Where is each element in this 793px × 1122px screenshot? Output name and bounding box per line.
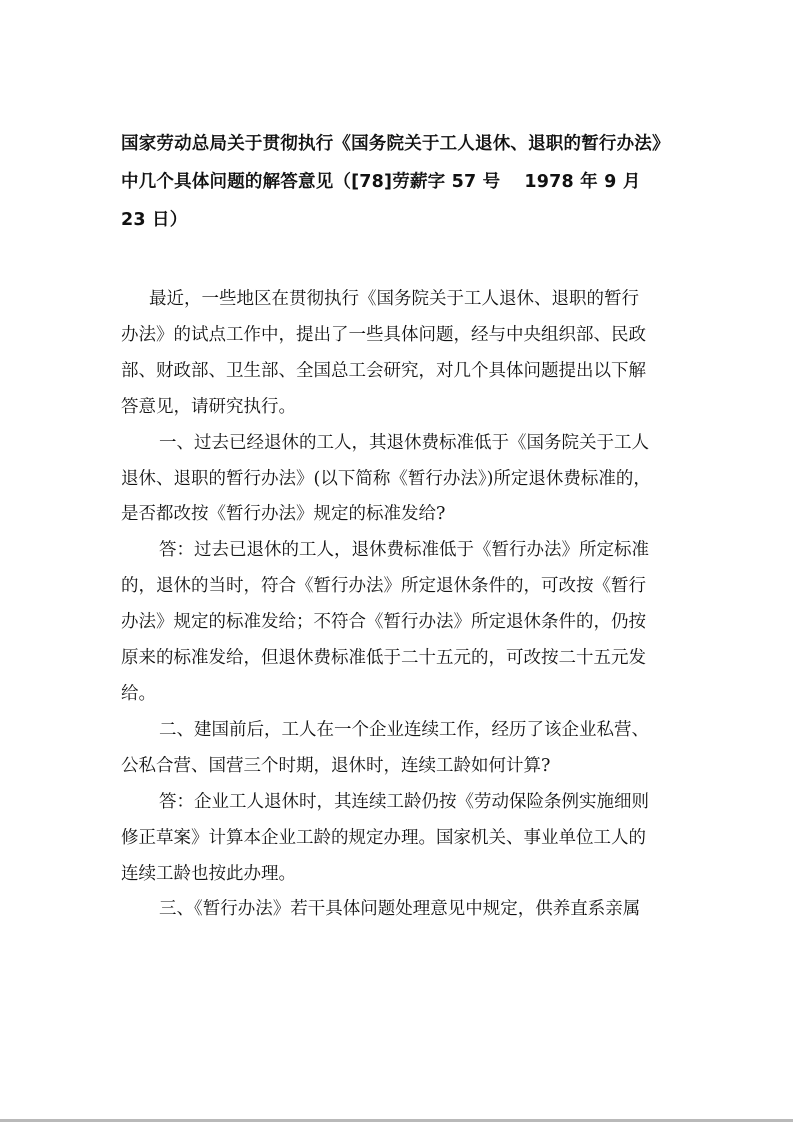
text-line: 最近，一些地区在贯彻执行《国务院关于工人退休、退职的暂行 bbox=[149, 289, 639, 309]
text-line: 修正草案》计算本企业工龄的规定办理。国家机关、事业单位工人的 bbox=[121, 827, 646, 848]
text-line: 答：过去已退休的工人，退休费标准低于《暂行办法》所定标准 bbox=[159, 540, 649, 561]
document-title bbox=[121, 125, 691, 239]
text-line: 原来的标准发给，但退休费标准低于二十五元的，可改按二十五元发 bbox=[121, 648, 646, 669]
text-line: 三、《暂行办法》若干具体问题处理意见中规定，供养直系亲属 bbox=[159, 899, 641, 920]
text-line: 二、建国前后，工人在一个企业连续工作，经历了该企业私营、 bbox=[159, 719, 649, 740]
text-line: 答：企业工人退休时，其连续工龄仍按《劳动保险条例实施细则 bbox=[159, 791, 649, 812]
text-line: 退休、退职的暂行办法》(以下简称《暂行办法》)所定退休费标准的， bbox=[121, 468, 651, 489]
text-line: 办法》的试点工作中，提出了一些具体问题，经与中央组织部、民政 bbox=[121, 324, 646, 345]
text-line: 的，退休的当时，符合《暂行办法》所定退休条件的，可改按《暂行 bbox=[121, 576, 646, 597]
title-line: 中几个具体问题的解答意见（[78]劳薪字 57 号 1978 年 9 月 bbox=[121, 172, 641, 192]
text-line: 连续工龄也按此办理。 bbox=[121, 863, 296, 884]
text-line: 给。 bbox=[121, 683, 156, 704]
paragraph-answer-1 bbox=[121, 533, 681, 713]
paragraph-answer-2 bbox=[121, 785, 681, 893]
paragraph-question-2 bbox=[121, 713, 681, 785]
text-line: 答意见，请研究执行。 bbox=[121, 396, 296, 417]
text-line: 公私合营、国营三个时期，退休时，连续工龄如何计算? bbox=[121, 755, 551, 776]
text-line: 办法》规定的标准发给；不符合《暂行办法》所定退休条件的，仍按 bbox=[121, 612, 646, 633]
paragraph-question-3 bbox=[121, 892, 681, 928]
paragraph-intro bbox=[121, 282, 681, 426]
document-body bbox=[121, 282, 681, 928]
text-line: 一、过去已经退休的工人，其退休费标准低于《国务院关于工人 bbox=[159, 432, 649, 453]
text-line: 部、财政部、卫生部、全国总工会研究，对几个具体问题提出以下解 bbox=[121, 360, 646, 381]
paragraph-question-1 bbox=[121, 426, 681, 534]
title-line: 23 日） bbox=[121, 210, 188, 230]
text-line: 是否都改按《暂行办法》规定的标准发给? bbox=[121, 504, 446, 525]
title-line: 国家劳动总局关于贯彻执行《国务院关于工人退休、退职的暂行办法》 bbox=[121, 134, 670, 154]
